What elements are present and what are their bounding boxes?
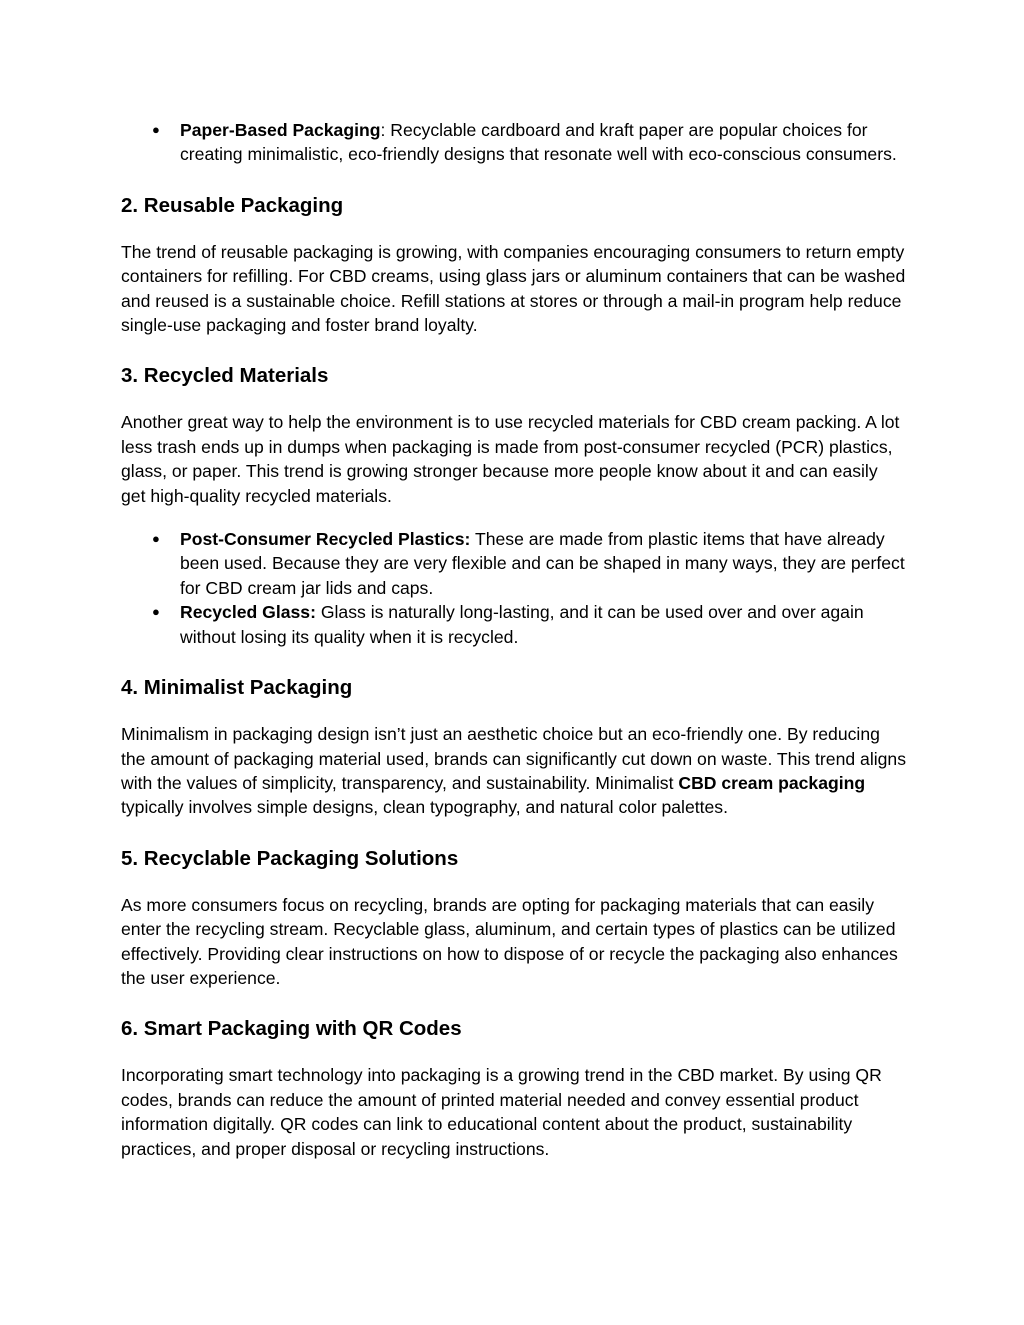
section-heading: 5. Recyclable Packaging Solutions — [121, 846, 459, 870]
bullet-term: Post-Consumer Recycled Plastics: — [180, 529, 471, 550]
section-paragraph: The trend of reusable packaging is growing, with companies encouraging consumers to return empty containers for refilling. For CBD creams, using glass jars or aluminum containers that can be washed and reused is a sustainable choice. Refill stations at stores or through a mail-in program help reduce single-use packaging and foster brand loyalty. — [121, 241, 906, 336]
bullet-text: These are made from plastic items that have already been used. Because they are very flexible and can be shaped in many ways, they are perfect for CBD cream jar lids and caps. — [180, 529, 905, 598]
paragraph-text: Minimalism in packaging design isn’t just an aesthetic choice but an eco-friendly one. By reducing the amount of packaging material used, brands can significantly cut down on waste. This trend aligns with the values of simplicity, transparency, and sustainability. Minimalist — [121, 724, 907, 793]
section-paragraph: Another great way to help the environment is to use recycled materials for CBD cream packing. A lot less trash ends up in dumps when packaging is made from post-consumer recycled (PCR) plastics, glass, or paper. This trend is growing stronger because more people know about it and can easily get high-quality recycled materials. — [121, 412, 900, 506]
recycled-materials-list — [121, 527, 906, 649]
section-heading: 2. Reusable Packaging — [121, 193, 344, 217]
list-item — [121, 600, 906, 649]
section-paragraph: As more consumers focus on recycling, brands are opting for packaging materials that can easily enter the recycling stream. Recyclable glass, aluminum, and certain types of plastics can be utilized effectively. Providing clear instructions on how to dispose of or recycle the packaging also enhances the user experience. — [121, 894, 898, 988]
list-item — [121, 527, 906, 600]
section-paragraph — [121, 722, 906, 820]
list-item — [121, 118, 906, 167]
bullet-icon: ● — [152, 604, 160, 620]
bullet-icon: ● — [152, 122, 160, 137]
section-heading: 4. Minimalist Packaging — [121, 676, 353, 700]
section-heading: 6. Smart Packaging with QR Codes — [121, 1017, 462, 1041]
bullet-term: Recycled Glass: — [180, 602, 316, 623]
section-heading: 3. Recycled Materials — [121, 364, 329, 388]
section-paragraph: Incorporating smart technology into packaging is a growing trend in the CBD market. By using QR codes, brands can reduce the amount of printed material needed and convey essential product information digitally. QR codes can link to educational content about the product, sustainability practices, and proper disposal or recycling instructions. — [121, 1065, 882, 1159]
paragraph-text: typically involves simple designs, clean typography, and natural color palettes. — [121, 797, 728, 818]
bullet-term: Paper-Based Packaging — [180, 120, 381, 140]
bullet-text: Glass is naturally long-lasting, and it can be used over and over again without losing its quality when it is recycled. — [180, 602, 864, 647]
paragraph-bold-text: CBD cream packaging — [678, 772, 866, 793]
bullet-icon: ● — [152, 531, 160, 547]
paper-packaging-list — [121, 118, 906, 167]
bullet-text: : Recyclable cardboard and kraft paper are popular choices for creating minimalistic, eco-friendly designs that resonate well with eco-conscious consumers. — [180, 120, 897, 165]
